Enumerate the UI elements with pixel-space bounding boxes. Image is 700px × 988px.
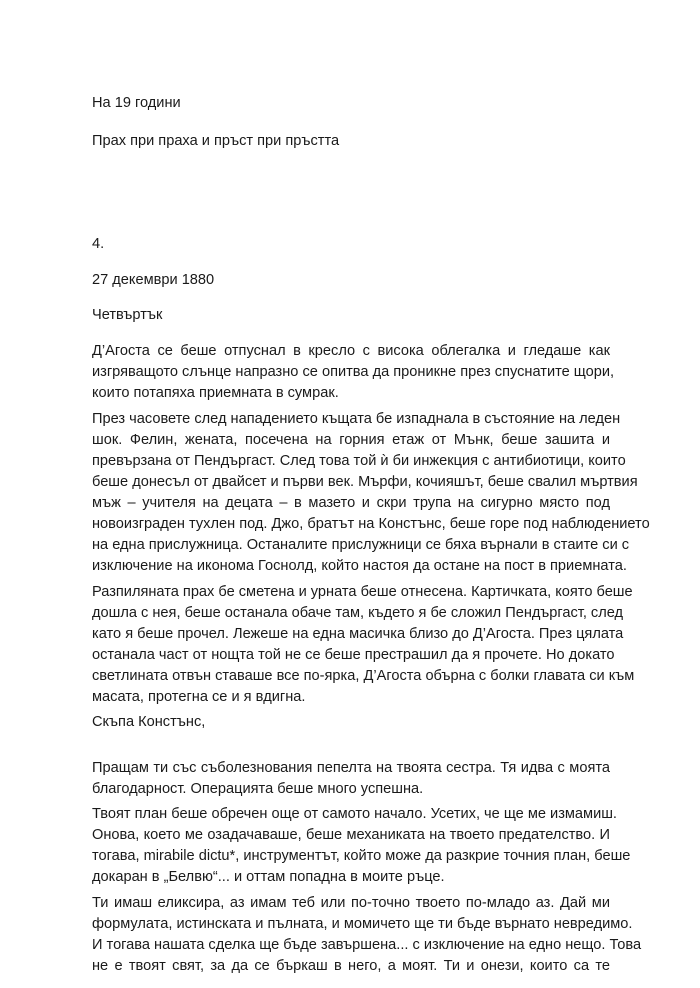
paragraph [92,758,610,800]
text-line: шок. Фелин, жената, посечена на горния етаж от Мънк, беше зашита и [92,432,610,448]
paragraph [92,804,631,888]
text-line: Твоят план беше обречен още от самото начало. Усетих, че ще ме измамиш. [92,806,617,822]
text-line: И тогава нашата сделка ще бъде завършена... с изключение на едно нещо. Това [92,937,642,953]
paragraph [92,341,615,404]
text-line: новоизграден тухлен под. Джо, братът на Констънс, беше горе под наблюдението [92,516,650,532]
text-line: благодарност. Операцията беше много успешна. [92,781,424,797]
text-line: светлината отвън ставаше все по-ярка, Д’Агоста обърна с болки главата си към [92,668,635,684]
text-line: дошла с нея, беше останала обаче там, където я бе сложил Пендъргаст, след [92,605,624,621]
text-line: мъж – учителя на децата – в мазето и скри трупа на сигурно място под [92,495,610,511]
text-line: превързана от Пендъргаст. След това той ѝ би инжекция с антибиотици, които [92,453,626,469]
text-line: беше донесъл от двайсет и първи век. Мърфи, кочияшът, беше свалил мъртвия [92,474,638,490]
text-line: останала част от нощта той не се беше престрашил да я прочете. Но докато [92,647,615,663]
paragraph [92,893,642,977]
chapter-date: 27 декември 1880 [92,272,215,288]
text-line: докаран в „Белвю“... и оттам попадна в моите ръце. [92,869,445,885]
text-line: които потапяха приемната в сумрак. [92,385,339,401]
text-line: тогава, mirabile dictu*, инструментът, който може да разкрие точния план, беше [92,848,631,864]
text-line: изключение на иконома Госнолд, който настоя да остане на пост в приемната. [92,558,627,574]
text-line: Скъпа Констънс, [92,714,206,730]
text-line: формулата, истинската и пълната, и момичето ще ти бъде върнато невредимо. [92,916,633,932]
text-line: Онова, което ме озадачаваше, беше механиката на твоето предателство. И [92,827,610,843]
text-line: Ти имаш еликсира, аз имам теб или по-точно твоето по-младо аз. Дай ми [92,895,610,911]
chapter-number: 4. [92,236,105,252]
letter-salutation [92,712,610,733]
text-line: на една прислужница. Останалите прислужници се бяха върнали в стаите си с [92,537,630,553]
text-line: изгряващото слънце напразно се опитва да проникне през спуснатите щори, [92,364,615,380]
section-subtitle: Прах при праха и пръст при пръстта [92,133,340,149]
text-line: Разпиляната прах бе сметена и урната беше отнесена. Картичката, която беше [92,584,633,600]
text-line: не е твоят свят, за да се бъркаш в него, а моят. Ти и онези, които са те [92,958,610,974]
text-line: като я беше прочел. Лежеше на една масичка близо до Д’Агоста. През цялата [92,626,624,642]
text-line: Д’Агоста се беше отпуснал в кресло с висока облегалка и гледаше как [92,343,610,359]
text-line: масата, протегна се и я вдигна. [92,689,306,705]
paragraph [92,409,650,577]
chapter-weekday: Четвъртък [92,307,163,323]
paragraph [92,582,635,708]
text-line: Пращам ти със съболезнования пепелта на твоята сестра. Тя идва с моята [92,760,610,776]
age-heading: На 19 години [92,95,181,111]
text-line: През часовете след нападението къщата бе изпаднала в състояние на леден [92,411,621,427]
